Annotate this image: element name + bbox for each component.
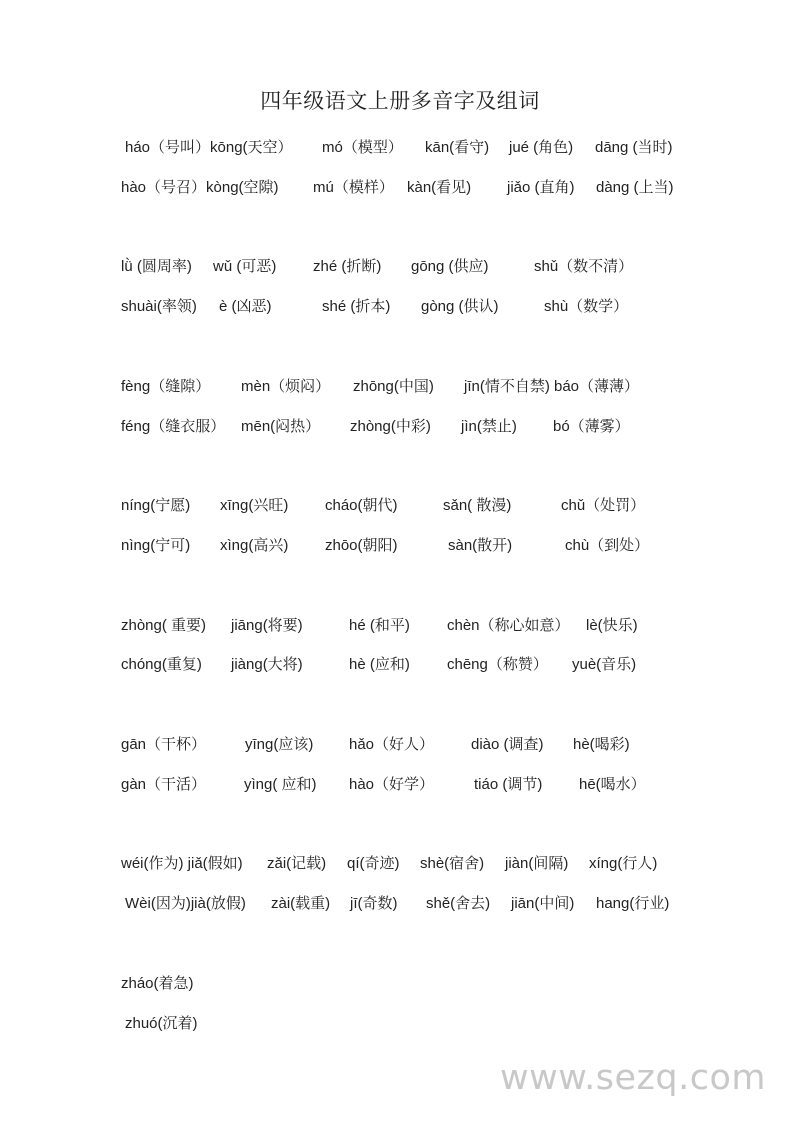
- polyphone-line: [0, 974, 800, 998]
- pinyin-word-pair: gàn（干活）: [121, 776, 207, 793]
- polyphone-line: [0, 417, 800, 441]
- pinyin-word-pair: hé (和平): [349, 617, 410, 634]
- pinyin-word-pair: tiáo (调节): [474, 776, 543, 793]
- polyphone-line: [0, 775, 800, 799]
- pinyin-word-pair: shé (折本): [322, 298, 391, 315]
- pinyin-word-pair: dāng (当时): [595, 139, 673, 156]
- pinyin-word-pair: cháo(朝代): [325, 497, 398, 514]
- polyphone-line: [0, 178, 800, 202]
- pinyin-word-pair: gān（干杯）: [121, 736, 207, 753]
- pinyin-word-pair: hǎo（好人）: [349, 736, 435, 753]
- pinyin-word-pair: dàng (上当): [596, 179, 674, 196]
- pinyin-word-pair: jīn(情不自禁) báo（薄薄）: [464, 378, 640, 395]
- pinyin-word-pair: hè(喝彩): [573, 736, 630, 753]
- pinyin-word-pair: jiǎo (直角): [507, 179, 575, 196]
- pinyin-word-pair: hào（好学）: [349, 776, 435, 793]
- pinyin-word-pair: zhé (折断): [313, 258, 382, 275]
- pinyin-word-pair: nìng(宁可): [121, 537, 191, 554]
- pinyin-word-pair: mú（模样）: [313, 179, 394, 196]
- polyphone-line: [0, 138, 800, 162]
- pinyin-word-pair: lǜ (圆周率): [121, 258, 192, 275]
- pinyin-word-pair: shè(宿舍): [420, 855, 485, 872]
- pinyin-word-pair: bó（薄雾）: [553, 418, 630, 435]
- pinyin-word-pair: níng(宁愿): [121, 497, 191, 514]
- pinyin-word-pair: chǔ（处罚）: [561, 497, 646, 514]
- pinyin-word-pair: sǎn( 散漫): [443, 497, 512, 514]
- pinyin-word-pair: è (凶恶): [219, 298, 272, 315]
- polyphone-line: [0, 735, 800, 759]
- pinyin-word-pair: hē(喝水）: [579, 776, 646, 793]
- pinyin-word-pair: hào（号召）kòng(空隙): [121, 179, 279, 196]
- polyphone-line: [0, 377, 800, 401]
- polyphone-line: [0, 655, 800, 679]
- pinyin-word-pair: jiàng(大将): [231, 656, 303, 673]
- pinyin-word-pair: yìng( 应和): [244, 776, 317, 793]
- polyphone-line: [0, 854, 800, 878]
- polyphone-line: [0, 297, 800, 321]
- pinyin-word-pair: xíng(行人): [589, 855, 658, 872]
- pinyin-word-pair: qí(奇迹): [347, 855, 400, 872]
- pinyin-word-pair: sàn(散开): [448, 537, 513, 554]
- pinyin-word-pair: zháo(着急): [121, 975, 194, 992]
- pinyin-word-pair: xīng(兴旺): [220, 497, 289, 514]
- pinyin-word-pair: jiāng(将要): [231, 617, 303, 634]
- pinyin-word-pair: yuè(音乐): [572, 656, 637, 673]
- pinyin-word-pair: jué (角色): [509, 139, 574, 156]
- page-title: 四年级语文上册多音字及组词: [260, 89, 540, 113]
- polyphone-line: [0, 1014, 800, 1038]
- polyphone-line: [0, 616, 800, 640]
- pinyin-word-pair: hè (应和): [349, 656, 410, 673]
- pinyin-word-pair: jiàn(间隔): [505, 855, 569, 872]
- pinyin-word-pair: wéi(作为) jiǎ(假如): [121, 855, 243, 872]
- pinyin-word-pair: yīng(应该): [245, 736, 314, 753]
- pinyin-word-pair: gōng (供应): [411, 258, 489, 275]
- pinyin-word-pair: fèng（缝隙）: [121, 378, 211, 395]
- pinyin-word-pair: shě(舍去): [426, 895, 491, 912]
- polyphone-line: [0, 894, 800, 918]
- pinyin-word-pair: shuài(率领): [121, 298, 197, 315]
- pinyin-word-pair: zhòng(中彩): [350, 418, 431, 435]
- pinyin-word-pair: Wèi(因为)jià(放假): [125, 895, 246, 912]
- pinyin-word-pair: féng（缝衣服）: [121, 418, 226, 435]
- pinyin-word-pair: zài(载重): [271, 895, 331, 912]
- polyphone-line: [0, 536, 800, 560]
- pinyin-word-pair: lè(快乐): [586, 617, 638, 634]
- pinyin-word-pair: shǔ（数不清）: [534, 258, 634, 275]
- pinyin-word-pair: zǎi(记载): [267, 855, 327, 872]
- pinyin-word-pair: kān(看守): [425, 139, 490, 156]
- watermark: www.sezq.com: [500, 1058, 767, 1098]
- pinyin-word-pair: zhōng(中国): [353, 378, 434, 395]
- pinyin-word-pair: kàn(看见): [407, 179, 472, 196]
- pinyin-word-pair: mó（模型）: [322, 139, 403, 156]
- pinyin-word-pair: zhōo(朝阳): [325, 537, 398, 554]
- pinyin-word-pair: hang(行业): [596, 895, 670, 912]
- pinyin-word-pair: chù（到处）: [565, 537, 650, 554]
- pinyin-word-pair: chēng（称赞）: [447, 656, 548, 673]
- pinyin-word-pair: mèn（烦闷）: [241, 378, 331, 395]
- polyphone-line: [0, 496, 800, 520]
- pinyin-word-pair: chèn（称心如意）: [447, 617, 570, 634]
- pinyin-word-pair: chóng(重复): [121, 656, 202, 673]
- pinyin-word-pair: jìn(禁止): [461, 418, 517, 435]
- pinyin-word-pair: xìng(高兴): [220, 537, 289, 554]
- pinyin-word-pair: zhuó(沉着): [125, 1015, 198, 1032]
- pinyin-word-pair: zhòng( 重要): [121, 617, 207, 634]
- pinyin-word-pair: jī(奇数): [350, 895, 398, 912]
- pinyin-word-pair: gòng (供认): [421, 298, 499, 315]
- polyphone-line: [0, 257, 800, 281]
- pinyin-word-pair: shù（数学）: [544, 298, 629, 315]
- pinyin-word-pair: wǔ (可恶): [213, 258, 277, 275]
- pinyin-word-pair: diào (调查): [471, 736, 544, 753]
- pinyin-word-pair: mēn(闷热）: [241, 418, 321, 435]
- pinyin-word-pair: háo（号叫）kōng(天空）: [125, 139, 293, 156]
- pinyin-word-pair: jiān(中间): [511, 895, 575, 912]
